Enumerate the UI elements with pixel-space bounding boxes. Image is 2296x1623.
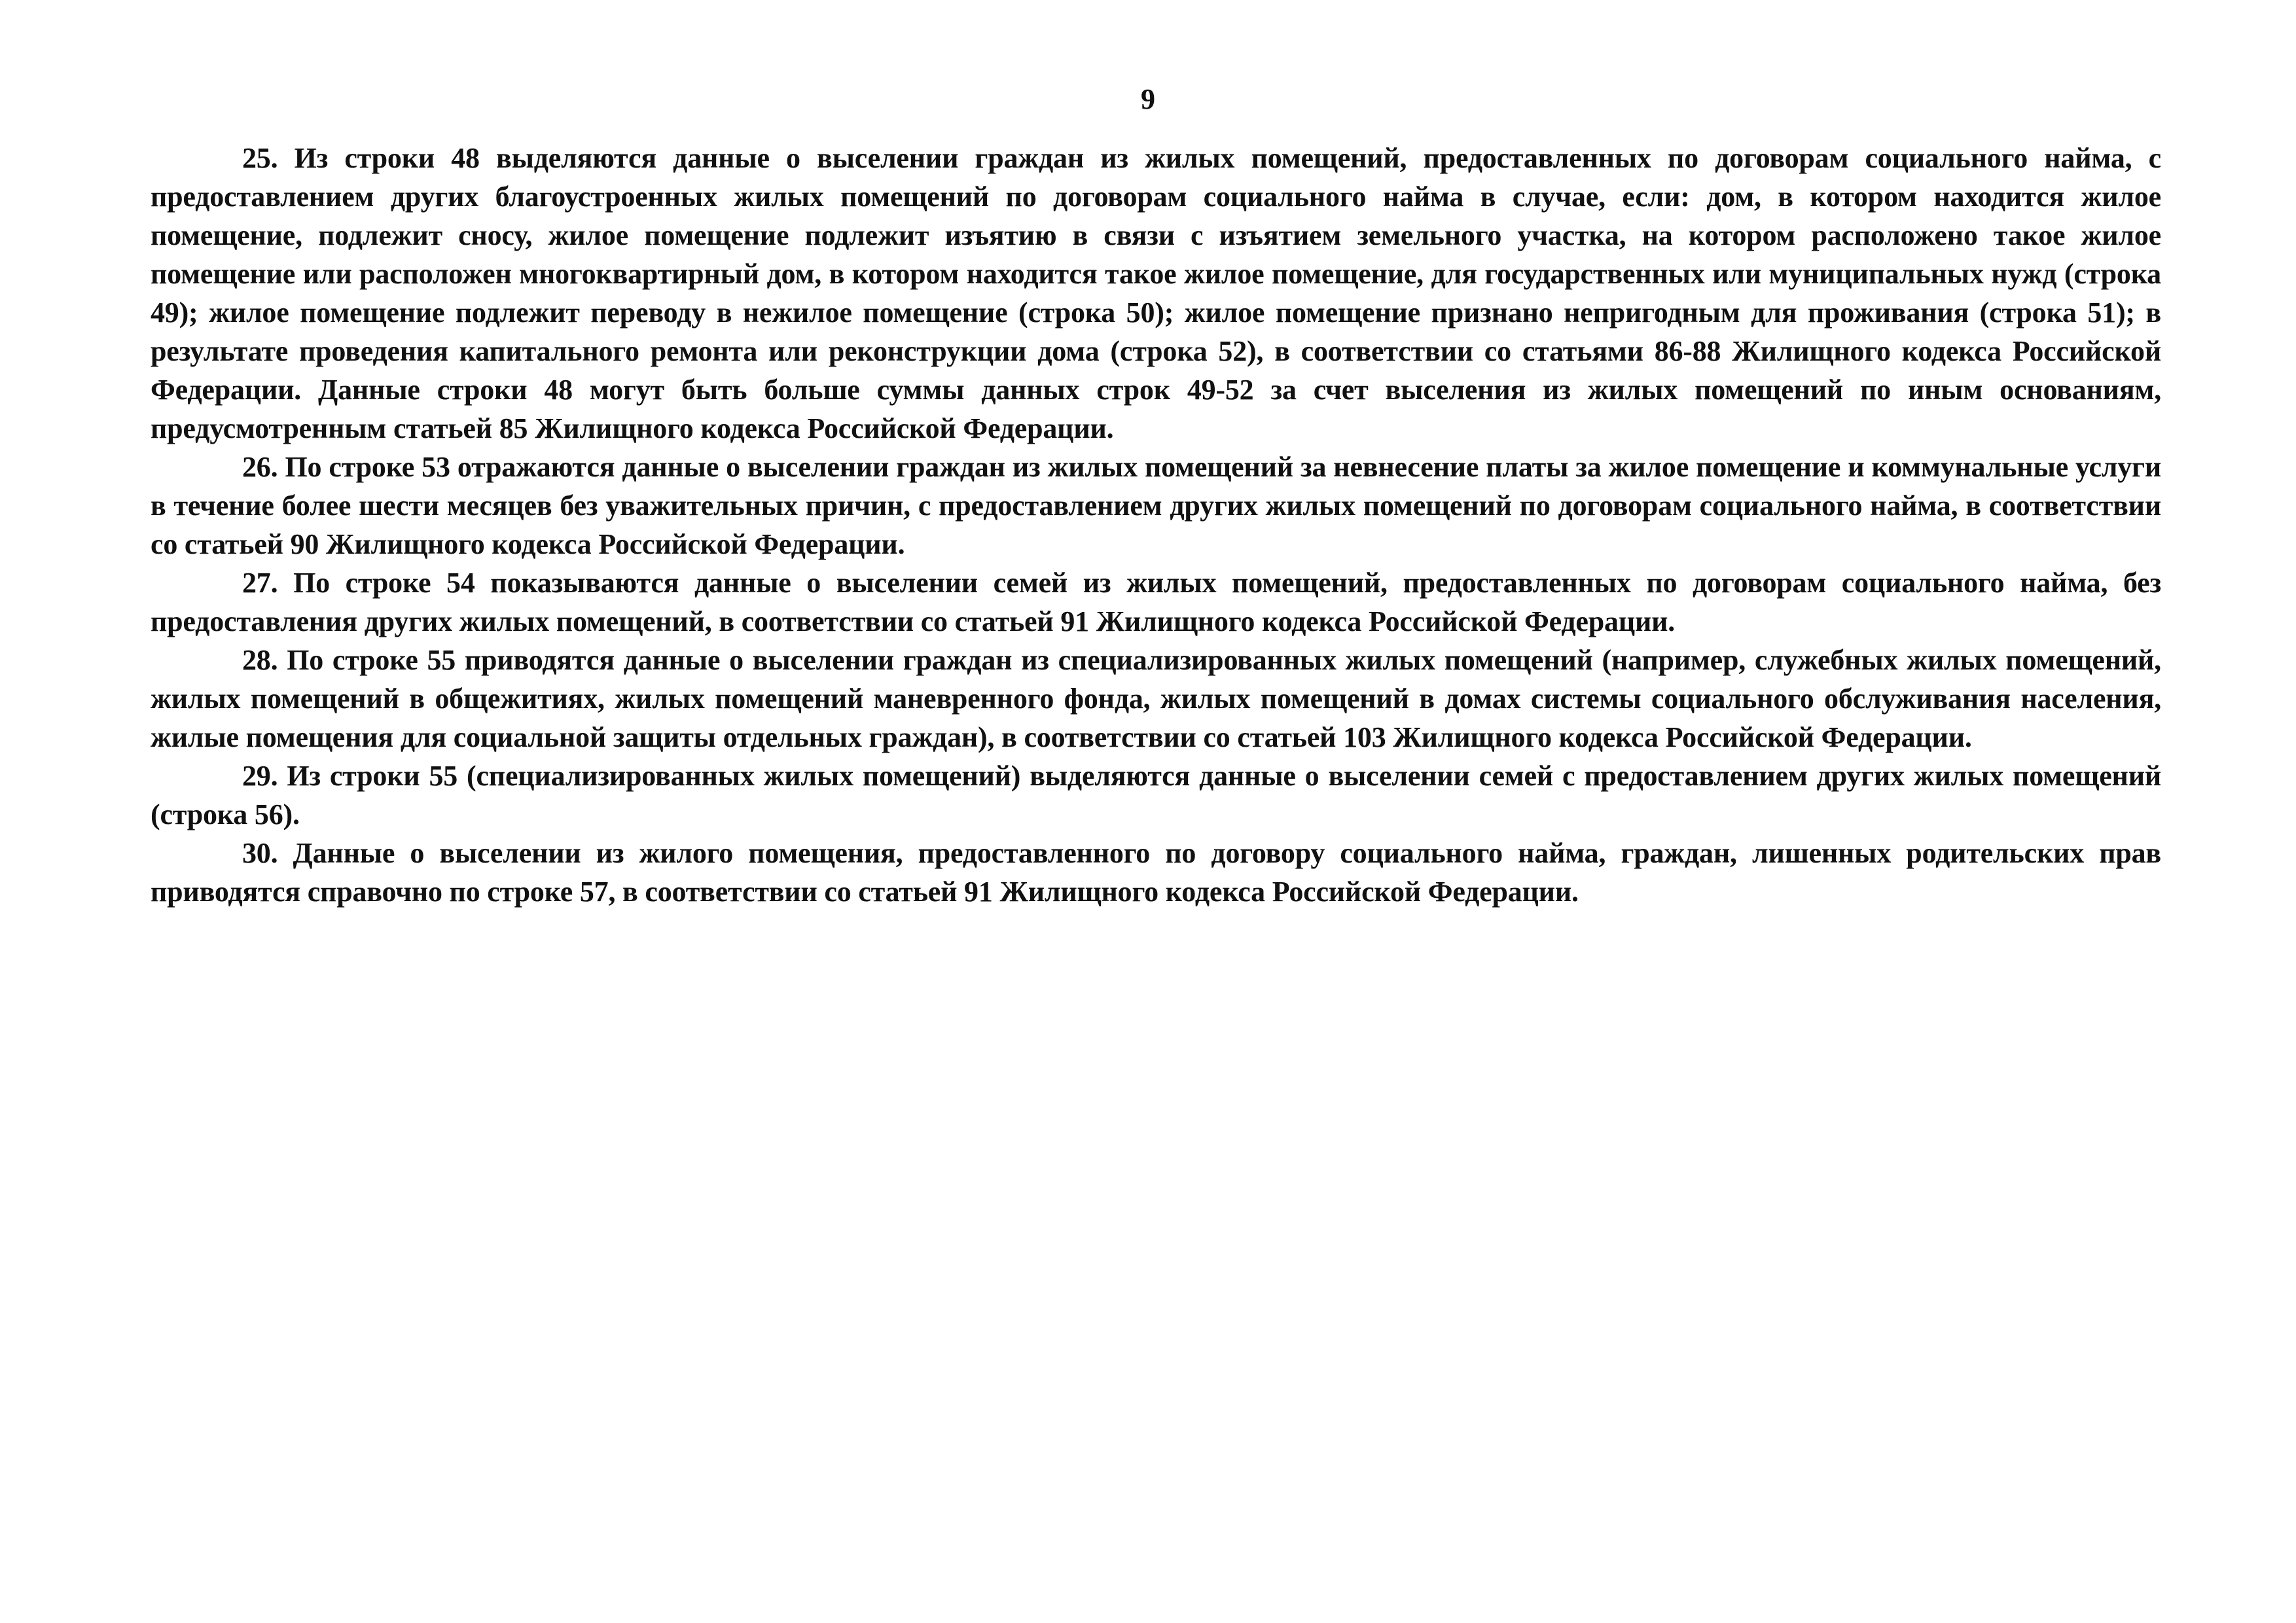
paragraph-27: 27. По строке 54 показываются данные о выселении семей из жилых помещений, предоставленных по договорам социального найма, без предоставления других жилых помещений, в соответствии со статьей 91 Жилищного кодекса Российской Федерации. (151, 567, 2161, 637)
paragraph-28: 28. По строке 55 приводятся данные о выселении граждан из специализированных жилых помещений (например, служебных жилых помещений, жилых помещений в общежитиях, жилых помещений маневренного фонда, жилых помещений в домах системы социального обслуживания населения, жилые помещения для социальной защиты отдельных граждан), в соответствии со статьей 103 Жилищного кодекса Российской Федерации. (151, 644, 2161, 753)
page-number: 9 (1141, 83, 1155, 115)
paragraph-30: 30. Данные о выселении из жилого помещения, предоставленного по договору социального найма, граждан, лишенных родительских прав приводятся справочно по строке 57, в соответствии со статьей 91 Жилищного кодекса Российской Федерации. (151, 837, 2161, 908)
document-body (151, 139, 2161, 911)
paragraph-26: 26. По строке 53 отражаются данные о выселении граждан из жилых помещений за невнесение платы за жилое помещение и коммунальные услуги в течение более шести месяцев без уважительных причин, с предоставлением других жилых помещений по договорам социального найма, в соответствии со статьей 90 Жилищного кодекса Российской Федерации. (151, 451, 2161, 560)
paragraph-25: 25. Из строки 48 выделяются данные о выселении граждан из жилых помещений, предоставленных по договорам социального найма, с предоставлением других благоустроенных жилых помещений по договорам социального найма в случае, если: дом, в котором находится жилое помещение, подлежит сносу, жилое помещение подлежит изъятию в связи с изъятием земельного участка, на котором расположено такое жилое помещение или расположен многоквартирный дом, в котором находится такое жилое помещение, для государственных или муниципальных нужд (строка 49); жилое помещение подлежит переводу в нежилое помещение (строка 50); жилое помещение признано непригодным для проживания (строка 51); в результате проведения капитального ремонта или реконструкции дома (строка 52), в соответствии со статьями 86-88 Жилищного кодекса Российской Федерации. Данные строки 48 могут быть больше суммы данных строк 49-52 за счет выселения из жилых помещений по иным основаниям, предусмотренным статьей 85 Жилищного кодекса Российской Федерации. (151, 142, 2161, 444)
paragraph-29: 29. Из строки 55 (специализированных жилых помещений) выделяются данные о выселении семей с предоставлением других жилых помещений (строка 56). (151, 760, 2161, 830)
